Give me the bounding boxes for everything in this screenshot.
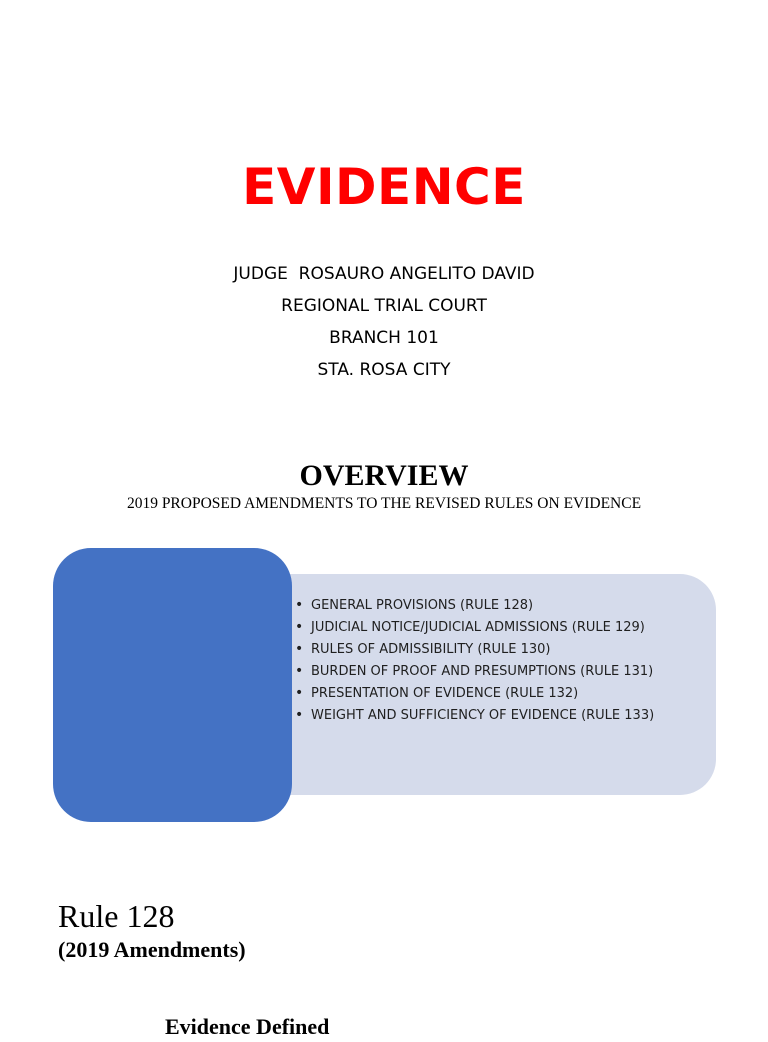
list-item-label: JUDICIAL NOTICE/JUDICIAL ADMISSIONS (RULE 129) <box>311 620 645 635</box>
list-item-label: WEIGHT AND SUFFICIENCY OF EVIDENCE (RULE 133) <box>311 708 655 723</box>
list-item <box>295 596 705 616</box>
blue-block <box>53 548 292 822</box>
bullet-icon: • <box>295 685 304 701</box>
bullet-icon: • <box>295 707 304 723</box>
list-item <box>295 684 705 704</box>
author-branch: BRANCH 101 <box>329 328 439 348</box>
author-court: REGIONAL TRIAL COURT <box>281 296 487 316</box>
list-item <box>295 640 705 660</box>
list-item-label: RULES OF ADMISSIBILITY (RULE 130) <box>311 642 551 657</box>
author-city: STA. ROSA CITY <box>317 360 451 380</box>
topic-list <box>295 596 705 728</box>
bullet-icon: • <box>295 597 304 613</box>
slide-title: EVIDENCE <box>242 158 526 216</box>
rule-subtitle: (2019 Amendments) <box>58 937 246 962</box>
rule-title: Rule 128 <box>58 898 175 934</box>
author-block <box>0 258 768 386</box>
list-item <box>295 618 705 638</box>
overview-subtitle: 2019 PROPOSED AMENDMENTS TO THE REVISED RULES ON EVIDENCE <box>126 495 642 512</box>
partial-heading: Evidence Defined <box>165 1014 330 1039</box>
bullet-icon: • <box>295 663 304 679</box>
overview-title: OVERVIEW <box>299 459 469 492</box>
list-item-label: BURDEN OF PROOF AND PRESUMPTIONS (RULE 131) <box>311 664 654 679</box>
author-name: JUDGE ROSAURO ANGELITO DAVID <box>233 264 535 284</box>
list-item <box>295 706 705 726</box>
list-item-label: PRESENTATION OF EVIDENCE (RULE 132) <box>311 686 579 701</box>
list-item <box>295 662 705 682</box>
list-item-label: GENERAL PROVISIONS (RULE 128) <box>311 598 534 613</box>
bullet-icon: • <box>295 641 304 657</box>
bullet-icon: • <box>295 619 304 635</box>
